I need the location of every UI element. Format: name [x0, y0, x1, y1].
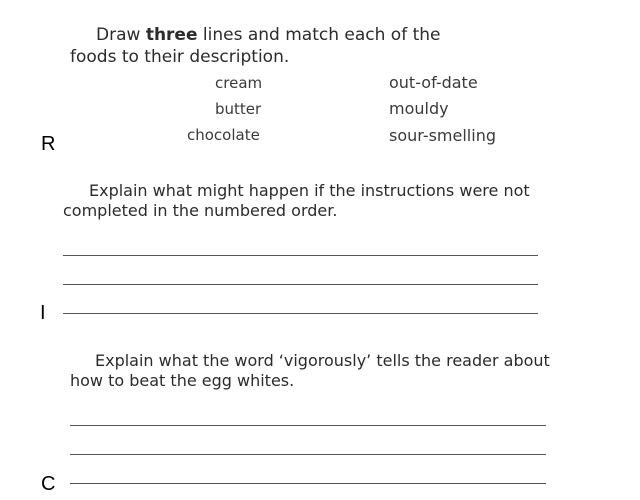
- q2-instruction-line1: Explain what might happen if the instructions were not: [89, 181, 530, 200]
- margin-letter-c: C: [41, 473, 56, 495]
- answer-line[interactable]: [63, 313, 538, 314]
- q1-instruction-line1: Draw three lines and match each of the: [96, 25, 441, 45]
- description-sour-smelling: sour-smelling: [389, 126, 496, 145]
- q3-instruction-line2: how to beat the egg whites.: [70, 371, 295, 390]
- q3-instruction-line1: Explain what the word ‘vigorously’ tells the reader about: [95, 351, 550, 370]
- answer-line[interactable]: [70, 483, 546, 484]
- answer-line[interactable]: [63, 284, 538, 285]
- description-out-of-date: out-of-date: [389, 73, 478, 92]
- description-mouldy: mouldy: [389, 99, 449, 118]
- margin-letter-r: R: [41, 133, 56, 155]
- food-cream: cream: [215, 74, 263, 92]
- answer-line[interactable]: [70, 425, 546, 426]
- q1-instruction-line2: foods to their description.: [70, 47, 290, 67]
- food-butter: butter: [215, 100, 262, 118]
- q2-instruction-line2: completed in the numbered order.: [63, 201, 338, 220]
- food-chocolate: chocolate: [187, 126, 260, 144]
- margin-letter-i: I: [40, 302, 46, 324]
- answer-line[interactable]: [63, 255, 538, 256]
- answer-line[interactable]: [70, 454, 546, 455]
